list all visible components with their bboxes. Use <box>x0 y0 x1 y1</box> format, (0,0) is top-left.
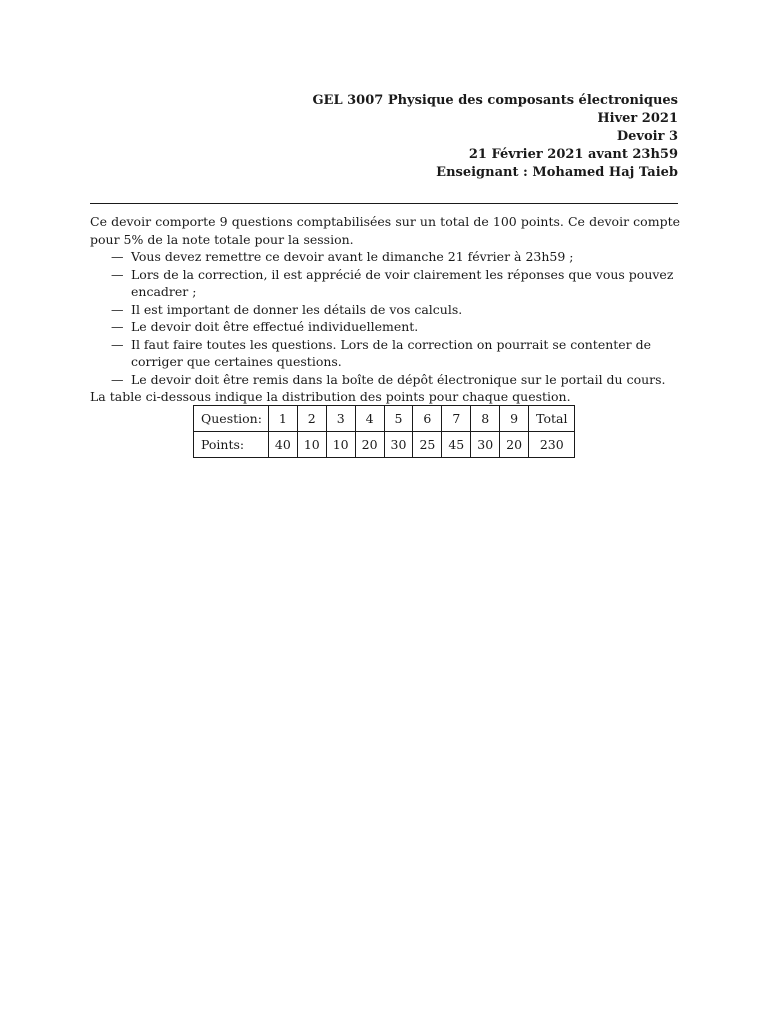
question-number-cell: 1 <box>268 406 297 432</box>
list-item <box>90 336 680 371</box>
points-cell: 20 <box>355 432 384 458</box>
points-cell: 30 <box>384 432 413 458</box>
total-points-cell: 230 <box>529 432 575 458</box>
total-header-cell: Total <box>529 406 575 432</box>
document-body <box>90 213 680 406</box>
list-item-text: Le devoir doit être effectué individuellement. <box>131 319 419 334</box>
list-item <box>90 301 680 319</box>
list-item-text: Il faut faire toutes les questions. Lors de la correction on pourrait se contenter de corriger que certaines questions. <box>131 336 652 369</box>
points-row-label: Points: <box>194 432 269 458</box>
question-number-cell: 6 <box>413 406 442 432</box>
assignment-header <box>312 92 678 182</box>
instructor: Enseignant : Mohamed Haj Taieb <box>436 165 678 180</box>
points-cell: 10 <box>326 432 355 458</box>
points-cell: 45 <box>442 432 471 458</box>
list-item-text: Lors de la correction, il est apprécié de voir clairement les réponses que vous pouvez encadrer ; <box>131 266 674 299</box>
table-row-points <box>194 432 575 458</box>
list-dash: — <box>111 266 124 282</box>
list-item-text: Vous devez remettre ce devoir avant le dimanche 21 février à 23h59 ; <box>131 249 574 264</box>
list-dash: — <box>111 336 124 352</box>
question-number-cell: 5 <box>384 406 413 432</box>
table-description: La table ci-dessous indique la distribution des points pour chaque question. <box>90 389 571 404</box>
question-row-label: Question: <box>194 406 269 432</box>
list-item-text: Le devoir doit être remis dans la boîte de dépôt électronique sur le portail du cours. <box>131 371 666 387</box>
question-number-cell: 4 <box>355 406 384 432</box>
intro-paragraph: Ce devoir comporte 9 questions comptabilisées sur un total de 100 points. Ce devoir compte pour 5% de la note totale pour la session. <box>90 214 680 247</box>
table-row-questions <box>194 406 575 432</box>
question-number-cell: 9 <box>500 406 529 432</box>
points-cell: 25 <box>413 432 442 458</box>
list-item-text: Il est important de donner les détails de vos calculs. <box>131 301 463 317</box>
points-distribution-table <box>193 405 575 458</box>
due-date: 21 Février 2021 avant 23h59 <box>468 147 678 162</box>
semester: Hiver 2021 <box>597 111 678 126</box>
course-title: GEL 3007 Physique des composants électroniques <box>312 93 678 108</box>
instructions-list <box>90 248 680 388</box>
question-number-cell: 8 <box>471 406 500 432</box>
question-number-cell: 3 <box>326 406 355 432</box>
question-number-cell: 2 <box>297 406 326 432</box>
points-cell: 20 <box>500 432 529 458</box>
list-dash: — <box>111 371 124 387</box>
list-dash: — <box>111 319 124 334</box>
list-item <box>90 248 680 266</box>
points-cell: 30 <box>471 432 500 458</box>
list-dash: — <box>111 249 124 264</box>
question-number-cell: 7 <box>442 406 471 432</box>
points-cell: 40 <box>268 432 297 458</box>
assignment-number: Devoir 3 <box>616 129 678 144</box>
list-item <box>90 266 680 301</box>
list-item <box>90 318 680 336</box>
list-item <box>90 371 680 389</box>
header-divider <box>90 203 678 204</box>
list-dash: — <box>111 301 124 317</box>
points-cell: 10 <box>297 432 326 458</box>
